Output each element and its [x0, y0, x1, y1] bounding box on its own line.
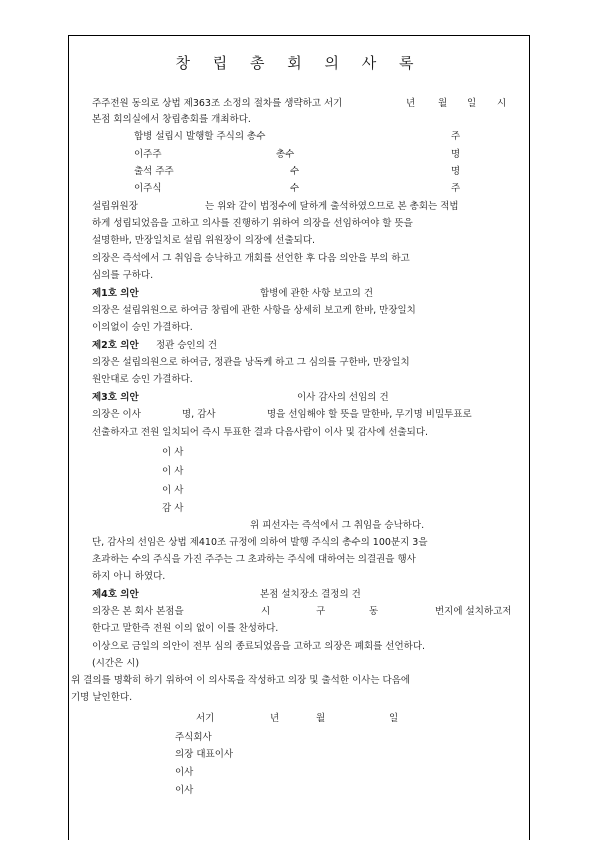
document-title: 창 립 총 회 의 사 록 [175, 54, 423, 72]
attending-label: 출석 주주 [134, 166, 174, 177]
agenda-4-title: 본점 설치장소 결정의 건 [260, 589, 361, 600]
stock-total-label: 합병 설립시 발행할 주식의 총수 [134, 131, 266, 142]
agenda-3-line-2: 선출하자고 전원 일치되어 즉시 투표한 결과 다음사람이 이사 및 감사에 선출되다. [92, 427, 429, 438]
signer-director-2: 이사 [175, 785, 194, 796]
sign-date-day: 일 [389, 713, 399, 724]
attending-sub: 수 [290, 166, 300, 177]
share-count-label: 이주식 [134, 183, 162, 194]
opening-day-label: 일 [467, 98, 477, 109]
acceptance-line: 위 피선자는 즉석에서 그 취임을 승낙하다. [250, 520, 425, 531]
agenda-2-heading: 제2호 의안 [92, 340, 139, 351]
agenda-2-line-1: 의장은 설립의원으로 하여금, 정관을 낭독케 하고 그 심의를 구한바, 만장일치 [92, 357, 410, 368]
opening-year-label: 년 [406, 98, 416, 109]
proviso-line-3: 하지 아니 하였다. [92, 571, 166, 582]
agenda-3-line-1c: 명을 선임해야 할 뜻을 말한바, 무기명 비밀투표로 [267, 409, 472, 420]
chair-line-1: 는 위와 같이 법정수에 달하게 출석하였으므로 본 총회는 적법 [205, 201, 459, 212]
signer-director-1: 이사 [175, 767, 194, 778]
share-count-sub: 수 [290, 183, 300, 194]
agenda-4-line-1a: 의장은 본 회사 본점을 [92, 606, 184, 617]
agenda-1-heading: 제1호 의안 [92, 288, 139, 299]
agenda-4-dong: 동 [369, 606, 379, 617]
shareholder-total-sub: 총수 [276, 149, 295, 160]
agenda-4-district: 구 [316, 606, 326, 617]
auditor: 감 사 [162, 503, 184, 514]
closing-line-1: 이상으로 금일의 의안이 전부 심의 종료되었음을 고하고 의장은 폐회를 선언하다. [92, 641, 426, 652]
agenda-4-line-1b: 번지에 설치하고저 [435, 606, 512, 617]
sign-date-month: 월 [316, 713, 326, 724]
company-label: 주식회사 [175, 732, 212, 743]
sign-date-era: 서기 [196, 713, 215, 724]
opening-line: 주주전원 동의로 상법 제363조 소정의 절차를 생략하고 서기 [92, 98, 343, 109]
shareholder-total-label: 이주주 [134, 149, 162, 160]
proviso-line-2: 초과하는 수의 주식을 가진 주주는 그 초과하는 주식에 대하여는 의결권을 행사 [92, 554, 416, 565]
agenda-1-title: 합병에 관한 사항 보고의 건 [260, 288, 374, 299]
agenda-3-heading: 제3호 의안 [92, 392, 139, 403]
chair-ceo-label: 의장 대표이사 [175, 749, 234, 760]
chair-line-2: 하게 성립되었음을 고하고 의사를 진행하기 위하여 의장을 선임하여야 할 뜻을 [92, 218, 413, 229]
share-count-unit: 주 [451, 183, 461, 194]
agenda-4-city: 시 [261, 606, 271, 617]
shareholder-total-unit: 명 [451, 149, 461, 160]
proviso-line-1: 단, 감사의 선임은 상법 제410조 규정에 의하여 발행 주식의 총수의 100분지 3을 [92, 537, 428, 548]
signature-intro-1: 위 결의를 명확히 하기 위하여 이 의사록을 작성하고 의장 및 출석한 이사는 다음에 [71, 675, 411, 686]
agenda-1-line-2: 이의없이 승인 가결하다. [92, 322, 193, 333]
director-2: 이 사 [162, 466, 184, 477]
opening-hour-label: 시 [497, 98, 507, 109]
agenda-2-title: 정관 승인의 건 [156, 340, 218, 351]
director-3: 이 사 [162, 485, 184, 496]
signature-intro-2: 기명 날인한다. [71, 692, 133, 703]
agenda-3-line-1a: 의장은 이사 [92, 409, 141, 420]
opening-agenda-line-1: 의장은 즉석에서 그 취임을 승낙하고 개회를 선언한 후 다음 의안을 부의 하고 [92, 253, 410, 264]
chair-label: 설립위원장 [92, 201, 138, 212]
closing-time: (시간은 시) [92, 658, 140, 669]
attending-unit: 명 [451, 166, 461, 177]
director-1: 이 사 [162, 447, 184, 458]
opening-month-label: 월 [438, 98, 448, 109]
sign-date-year: 년 [270, 713, 280, 724]
agenda-3-line-1b: 명, 감사 [182, 409, 216, 420]
chair-line-3: 설명한바, 만장일치로 설립 위원장이 의장에 선출되다. [92, 235, 316, 246]
opening-agenda-line-2: 심의를 구하다. [92, 270, 154, 281]
agenda-4-heading: 제4호 의안 [92, 589, 139, 600]
agenda-3-title: 이사 감사의 선임의 건 [297, 392, 389, 403]
agenda-1-line-1: 의장은 설립위원으로 하여금 창립에 관한 사항을 상세히 보고케 한바, 만장일치 [92, 305, 416, 316]
agenda-4-line-2: 한다고 말한즉 전원 이의 없이 이를 찬성하다. [92, 623, 279, 634]
stock-total-unit: 주 [451, 131, 461, 142]
agenda-2-line-2: 원안대로 승인 가결하다. [92, 374, 193, 385]
opening-line-2: 본점 회의실에서 창립총회를 개최하다. [92, 114, 251, 125]
